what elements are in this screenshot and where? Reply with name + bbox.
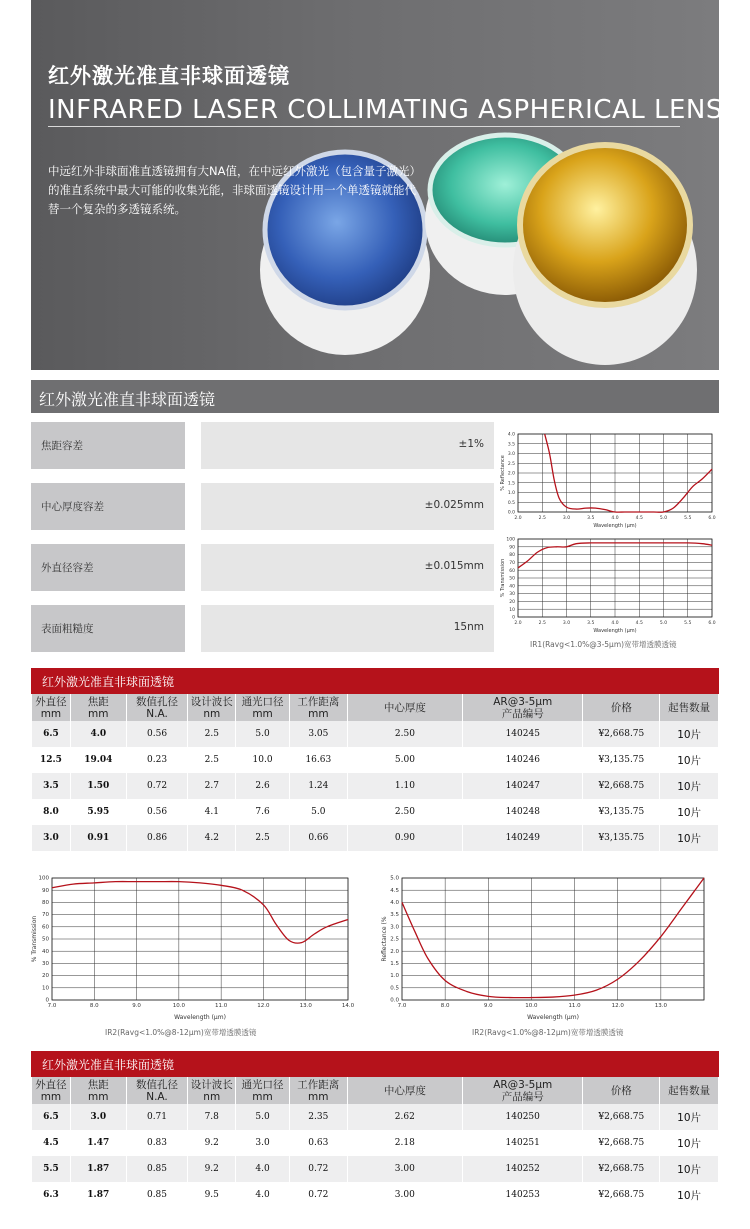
column-header	[127, 694, 188, 721]
column-header-text: 外直径	[35, 695, 67, 708]
column-header-text: 产品编号	[501, 1090, 544, 1103]
column-header-text: 价格	[610, 701, 632, 714]
column-header-text: mm	[88, 707, 109, 720]
column-header-text: 焦距	[87, 695, 109, 708]
y-tick-label: 0.5	[390, 985, 399, 992]
column-header	[583, 1077, 659, 1104]
column-header-text: mm	[308, 707, 329, 720]
column-header	[463, 1077, 582, 1104]
column-header-text: 中心厚度	[383, 1084, 426, 1097]
column-header-text: mm	[308, 1090, 329, 1103]
ir1-reflectance-chart	[500, 428, 718, 530]
table-row	[32, 1156, 718, 1182]
column-header-text: 通光口径	[241, 695, 284, 708]
table-cell: 6.5	[32, 1104, 70, 1130]
table-cell: 140245	[463, 721, 582, 747]
table-cell: 5.00	[348, 747, 462, 773]
table-header-row	[32, 1077, 718, 1104]
y-tick-label: 70	[509, 561, 515, 566]
x-tick-label: 4.0	[611, 516, 619, 521]
y-tick-label: 1.0	[507, 491, 515, 497]
x-tick-label: 12.0	[611, 1003, 624, 1009]
y-tick-label: 4.0	[390, 900, 399, 906]
x-axis-label: Wavelength (μm)	[174, 1014, 226, 1021]
table-cell: 19.04	[71, 747, 126, 773]
table-cell: 140247	[463, 773, 582, 799]
y-tick-label: 60	[509, 568, 515, 574]
table-cell: 10片	[660, 773, 718, 799]
y-tick-label: 70	[42, 912, 49, 919]
spec-value-cell	[201, 422, 494, 469]
table-cell: 10片	[660, 1130, 718, 1156]
y-tick-label: 10	[509, 607, 515, 613]
y-tick-label: 50	[42, 936, 49, 943]
x-tick-label: 2.5	[538, 516, 546, 521]
table-cell: 0.66	[290, 825, 347, 851]
column-header-text: N.A.	[146, 707, 168, 720]
table-cell: 4.0	[236, 1182, 289, 1208]
table-cell: 0.63	[290, 1130, 347, 1156]
table-cell: 140249	[463, 825, 582, 851]
column-header	[660, 1077, 718, 1104]
x-tick-label: 8.0	[440, 1003, 450, 1009]
table-cell: 2.50	[348, 799, 462, 825]
y-tick-label: 20	[42, 973, 49, 980]
table-cell: 4.0	[236, 1156, 289, 1182]
table-cell: 5.95	[71, 799, 126, 825]
column-header	[32, 694, 70, 721]
table-cell: 1.50	[71, 773, 126, 799]
x-tick-label: 5.0	[659, 621, 668, 626]
x-tick-label: 13.0	[299, 1003, 312, 1009]
table-cell: 1.10	[348, 773, 462, 799]
table-cell: 0.83	[127, 1130, 188, 1156]
table-cell: 140252	[463, 1156, 582, 1182]
x-tick-label: 5.5	[684, 516, 692, 521]
table-cell: 9.2	[188, 1156, 235, 1182]
column-header-text: 产品编号	[501, 707, 544, 720]
spec-label: 表面粗糙度	[41, 623, 94, 635]
column-header-text: AR@3-5μm	[493, 1078, 553, 1091]
column-header	[71, 1077, 126, 1104]
y-tick-label: 90	[509, 545, 515, 551]
table-cell: ¥3,135.75	[583, 747, 659, 773]
product-table	[31, 694, 719, 851]
table-cell: 0.72	[290, 1156, 347, 1182]
y-axis-label: Reflectance (%	[381, 916, 388, 962]
x-tick-label: 3.5	[587, 621, 595, 626]
table-cell: 140251	[463, 1130, 582, 1156]
spec-value: ±0.015mm	[424, 560, 484, 572]
column-header-text: 设计波长	[190, 1078, 233, 1091]
table-cell: 0.90	[348, 825, 462, 851]
x-tick-label: 7.0	[397, 1003, 407, 1009]
table-cell: 140253	[463, 1182, 582, 1208]
column-header-text: 工作距离	[297, 695, 340, 708]
x-axis-label: Wavelength (μm)	[527, 1014, 579, 1021]
table-cell: 0.56	[127, 799, 188, 825]
y-tick-label: 80	[42, 900, 49, 906]
table-row	[32, 747, 718, 773]
table-cell: 0.91	[71, 825, 126, 851]
y-tick-label: 30	[42, 961, 49, 967]
table-cell: 5.0	[236, 721, 289, 747]
table-cell: 2.5	[188, 747, 235, 773]
x-tick-label: 9.0	[132, 1003, 141, 1009]
ir2-reflectance-chart	[380, 872, 710, 1022]
hero-description: 中远红外非球面准直透镜拥有大NA值，在中远红外激光（包含量子激光）的准直系统中最大可能的收集光能，非球面透镜设计用一个单透镜就能代替一个复杂的多透镜系统。	[48, 164, 416, 216]
spec-label-cell	[31, 605, 185, 652]
y-tick-label: 1.5	[390, 961, 399, 967]
y-tick-label: 90	[42, 887, 49, 894]
table-cell: 7.6	[236, 799, 289, 825]
x-tick-label: 9.0	[483, 1003, 493, 1009]
column-header-text: N.A.	[146, 1090, 168, 1103]
x-tick-label: 3.5	[587, 516, 595, 521]
x-tick-label: 2.0	[514, 621, 522, 626]
table-title-bar	[31, 1051, 719, 1077]
x-tick-label: 6.0	[708, 621, 716, 626]
column-header-text: nm	[203, 707, 221, 720]
table-cell: 2.62	[348, 1104, 462, 1130]
y-tick-label: 4.0	[507, 432, 515, 438]
column-header-text: 数值孔径	[136, 1078, 178, 1091]
table-cell: 4.5	[32, 1130, 70, 1156]
ir2-transmission-chart	[30, 872, 354, 1022]
table-cell: 2.5	[188, 721, 235, 747]
table-cell: 3.00	[348, 1156, 462, 1182]
y-axis-label: % Transmission	[31, 915, 38, 963]
table-cell: 7.8	[188, 1104, 235, 1130]
chart-caption: IR1(Ravg<1.0%@3-5μm)宽带增透膜透镜	[530, 640, 677, 649]
column-header	[583, 694, 659, 721]
column-header-text: 价格	[610, 1084, 632, 1097]
column-header-text: 外直径	[35, 1078, 67, 1091]
spec-label: 中心厚度容差	[41, 501, 104, 513]
table-cell: 0.71	[127, 1104, 188, 1130]
table-cell: 10片	[660, 1156, 718, 1182]
table-cell: 3.00	[348, 1182, 462, 1208]
y-tick-label: 1.5	[507, 481, 515, 487]
table-cell: 140248	[463, 799, 582, 825]
spec-label-cell	[31, 544, 185, 591]
column-header	[188, 1077, 235, 1104]
spec-label-cell	[31, 483, 185, 530]
column-header	[127, 1077, 188, 1104]
series-line	[52, 882, 348, 944]
y-tick-label: 3.5	[390, 912, 399, 919]
column-header-text: 起售数量	[668, 1084, 711, 1097]
column-header-text: mm	[252, 1090, 273, 1103]
table-cell: 16.63	[290, 747, 347, 773]
table-cell: 5.0	[236, 1104, 289, 1130]
y-tick-label: 0	[45, 997, 49, 1004]
column-header	[290, 1077, 347, 1104]
column-header	[32, 1077, 70, 1104]
y-tick-label: 0.0	[390, 997, 399, 1004]
series-line	[402, 878, 704, 998]
table-row	[32, 773, 718, 799]
x-axis-label: Wavelength (μm)	[593, 523, 637, 529]
table-row	[32, 825, 718, 851]
table-cell: ¥3,135.75	[583, 799, 659, 825]
table-cell: 12.5	[32, 747, 70, 773]
column-header	[236, 1077, 289, 1104]
y-tick-label: 3.0	[507, 452, 515, 458]
table-row	[32, 1104, 718, 1130]
x-tick-label: 5.5	[684, 621, 692, 626]
y-tick-label: 40	[42, 948, 49, 955]
spec-value: ±0.025mm	[424, 499, 484, 511]
table-row	[32, 1130, 718, 1156]
y-tick-label: 2.5	[507, 461, 515, 467]
table-cell: 2.50	[348, 721, 462, 747]
y-tick-label: 0	[512, 615, 515, 621]
table-cell: 0.72	[127, 773, 188, 799]
y-tick-label: 100	[506, 537, 515, 543]
table-cell: 4.2	[188, 825, 235, 851]
spec-label: 外直径容差	[41, 562, 94, 574]
hero-title-chinese: 红外激光准直非球面透镜	[48, 64, 290, 88]
chart-caption: IR2(Ravg<1.0%@8-12μm)宽带增透膜透镜	[472, 1028, 624, 1037]
table-cell: 6.5	[32, 721, 70, 747]
column-header-text: 焦距	[87, 1078, 109, 1091]
column-header-text: mm	[252, 707, 273, 720]
table-header-row	[32, 694, 718, 721]
x-tick-label: 5.0	[659, 516, 668, 521]
x-tick-label: 7.0	[47, 1003, 57, 1009]
table-row	[32, 721, 718, 747]
column-header	[71, 694, 126, 721]
table-cell: ¥2,668.75	[583, 1104, 659, 1130]
product-table	[31, 1077, 719, 1208]
column-header-text: 中心厚度	[383, 701, 426, 714]
y-tick-label: 1.0	[390, 973, 399, 980]
column-header	[463, 694, 582, 721]
table-cell: 3.5	[32, 773, 70, 799]
chart-caption: IR2(Ravg<1.0%@8-12μm)宽带增透膜透镜	[105, 1028, 257, 1037]
table-cell: 2.7	[188, 773, 235, 799]
column-header	[660, 694, 718, 721]
column-header-text: 数值孔径	[136, 695, 179, 708]
x-tick-label: 11.0	[568, 1003, 581, 1009]
table-cell: 0.85	[127, 1182, 188, 1208]
table-cell: 9.5	[188, 1182, 235, 1208]
table-cell: 5.5	[32, 1156, 70, 1182]
table-cell: 0.23	[127, 747, 188, 773]
y-tick-label: 0.0	[507, 510, 515, 516]
table-cell: 0.56	[127, 721, 188, 747]
x-tick-label: 3.0	[562, 621, 571, 626]
table-cell: 1.87	[71, 1156, 126, 1182]
x-tick-label: 13.0	[654, 1003, 667, 1009]
x-tick-label: 2.5	[538, 621, 546, 626]
y-tick-label: 100	[38, 875, 49, 882]
x-tick-label: 10.0	[172, 1003, 185, 1009]
y-tick-label: 60	[42, 924, 49, 931]
table-cell: 3.0	[32, 825, 70, 851]
y-tick-label: 2.5	[390, 936, 399, 943]
table-cell: 2.6	[236, 773, 289, 799]
table-cell: 3.05	[290, 721, 347, 747]
table-cell: 4.0	[71, 721, 126, 747]
table-cell: 10片	[660, 1182, 718, 1208]
table-cell: 9.2	[188, 1130, 235, 1156]
y-axis-label: % Transmission	[500, 558, 506, 598]
table-cell: 10.0	[236, 747, 289, 773]
table-cell: 0.72	[290, 1182, 347, 1208]
table-cell: 0.85	[127, 1156, 188, 1182]
table-cell: 140250	[463, 1104, 582, 1130]
table-cell: 2.5	[236, 825, 289, 851]
hero-title-english: INFRARED LASER COLLIMATING ASPHERICAL LENS	[48, 95, 723, 125]
y-tick-label: 4.5	[390, 887, 399, 894]
table-cell: ¥3,135.75	[583, 825, 659, 851]
spec-value-cell	[201, 483, 494, 530]
x-tick-label: 4.5	[635, 621, 643, 626]
table-cell: 3.0	[236, 1130, 289, 1156]
table-row	[32, 1182, 718, 1208]
column-header-text: mm	[40, 1090, 62, 1103]
x-tick-label: 6.0	[708, 516, 716, 521]
table-cell: 8.0	[32, 799, 70, 825]
spec-value-cell	[201, 544, 494, 591]
column-header-text: mm	[40, 707, 62, 720]
table-cell: 1.24	[290, 773, 347, 799]
column-header	[236, 694, 289, 721]
table-cell: 6.3	[32, 1182, 70, 1208]
x-tick-label: 4.5	[635, 516, 643, 521]
spec-value: ±1%	[458, 438, 484, 450]
column-header-text: AR@3-5μm	[493, 695, 553, 708]
table-title: 红外激光准直非球面透镜	[42, 675, 175, 689]
column-header-text: 设计波长	[190, 695, 233, 708]
y-tick-label: 50	[509, 576, 515, 582]
x-tick-label: 11.0	[215, 1003, 228, 1009]
table-cell: 10片	[660, 747, 718, 773]
column-header	[188, 694, 235, 721]
table-cell: 10片	[660, 825, 718, 851]
table-cell: 0.86	[127, 825, 188, 851]
divider	[48, 126, 680, 127]
column-header	[290, 694, 347, 721]
table-title: 红外激光准直非球面透镜	[42, 1058, 175, 1072]
table-cell: 140246	[463, 747, 582, 773]
x-tick-label: 8.0	[89, 1003, 99, 1009]
table-cell: 1.47	[71, 1130, 126, 1156]
y-tick-label: 5.0	[390, 875, 399, 882]
table-cell: ¥2,668.75	[583, 1130, 659, 1156]
table-cell: 3.0	[71, 1104, 126, 1130]
spec-label-cell	[31, 422, 185, 469]
column-header-text: mm	[88, 1090, 109, 1103]
column-header	[348, 1077, 462, 1104]
table-cell: ¥2,668.75	[583, 773, 659, 799]
x-tick-label: 4.0	[611, 621, 619, 626]
y-tick-label: 30	[509, 592, 515, 598]
x-tick-label: 14.0	[341, 1003, 354, 1009]
y-tick-label: 10	[42, 985, 49, 992]
x-tick-label: 2.0	[514, 516, 522, 521]
table-cell: 1.87	[71, 1182, 126, 1208]
table-cell: 4.1	[188, 799, 235, 825]
x-tick-label: 10.0	[525, 1003, 538, 1009]
table-row	[32, 799, 718, 825]
y-tick-label: 3.5	[507, 442, 515, 448]
table-cell: 2.35	[290, 1104, 347, 1130]
y-tick-label: 2.0	[390, 948, 399, 955]
gold-lens	[513, 145, 697, 365]
table-cell: ¥2,668.75	[583, 721, 659, 747]
spec-value: 15nm	[453, 621, 484, 633]
x-tick-label: 3.0	[562, 516, 571, 521]
table-cell: 2.18	[348, 1130, 462, 1156]
table-cell: 10片	[660, 1104, 718, 1130]
y-tick-label: 80	[509, 553, 515, 559]
section-title: 红外激光准直非球面透镜	[39, 390, 216, 409]
y-tick-label: 2.0	[507, 471, 515, 477]
table-cell: ¥2,668.75	[583, 1156, 659, 1182]
table-cell: ¥2,668.75	[583, 1182, 659, 1208]
column-header-text: nm	[203, 1090, 221, 1103]
ir1-transmission-chart	[500, 533, 718, 635]
y-tick-label: 0.5	[507, 500, 515, 506]
lens-illustration	[250, 120, 720, 370]
x-tick-label: 12.0	[257, 1003, 270, 1009]
table-title-bar	[31, 668, 719, 694]
column-header-text: 工作距离	[297, 1078, 340, 1091]
table-cell: 10片	[660, 799, 718, 825]
spec-label: 焦距容差	[41, 440, 83, 452]
column-header	[348, 694, 462, 721]
table-cell: 10片	[660, 721, 718, 747]
spec-value-cell	[201, 605, 494, 652]
x-axis-label: Wavelength (μm)	[593, 628, 637, 634]
table-cell: 5.0	[290, 799, 347, 825]
y-tick-label: 3.0	[390, 924, 399, 931]
column-header-text: 通光口径	[241, 1078, 284, 1091]
y-tick-label: 40	[509, 584, 515, 590]
y-tick-label: 20	[509, 600, 515, 605]
column-header-text: 起售数量	[668, 701, 711, 714]
y-axis-label: % Reflectance	[500, 455, 506, 491]
